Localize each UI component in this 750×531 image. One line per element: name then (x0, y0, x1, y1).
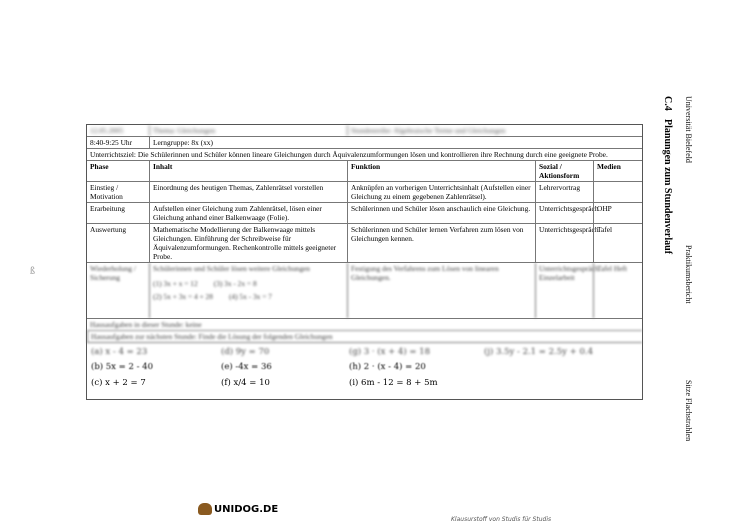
exercise: (2) 5x + 3x = 4 + 28 (153, 292, 213, 301)
homework-title: Hausaufgaben in dieser Stunde: keine (87, 319, 642, 331)
table-row (87, 224, 642, 263)
phase-cell: Wiederholung / Sicherung (90, 264, 136, 282)
side-link-other[interactable]: Sitze Flachstrahlen (684, 380, 693, 442)
function-cell: Schülerinnen und Schüler lernen Verfahren zum lösen von Gleichungen kennen. (347, 224, 535, 262)
media-cell: OHP (593, 203, 642, 223)
homework-exercises (87, 343, 642, 399)
section-title: Planungen zum Stundenverlauf (662, 119, 673, 255)
dog-icon (198, 503, 212, 515)
exercise: (h) 2 · (x - 4) = 20 (349, 362, 426, 372)
content-cell: Aufstellen einer Gleichung zum Zahlenrätsel, lösen einer Gleichung anhand einer Balkenwaage (Folie). (149, 203, 347, 223)
table-row (87, 182, 642, 203)
form-cell: Unterrichtsgespräch (535, 203, 593, 223)
col-media: Medien (593, 161, 642, 181)
series-cell: Stundenreihe: Algebraische Terme und Gleichungen (347, 125, 642, 136)
margin-mark: ß (30, 266, 35, 277)
col-content: Inhalt (149, 161, 347, 181)
homework-rows (87, 319, 642, 343)
phase-cell: Auswertung (90, 225, 127, 234)
exercise: (f) x/4 = 10 (221, 378, 270, 388)
exercise: (1) 3x + x = 12 (153, 279, 198, 288)
content-cell: Mathematische Modellierung der Balkenwaage mittels Gleichungen. Einführung der Schreibweise für Äquivalenzumformungen. Rechenkontrolle mittels geeigneter Probe. (149, 224, 347, 262)
media-cell: Tafel (593, 224, 642, 262)
exercise: (j) 3.5y - 2.1 = 2.5y + 0.4 (484, 347, 593, 357)
date-cell: 12.05.2005 (90, 126, 124, 135)
exercise: (a) x - 4 = 23 (91, 347, 148, 357)
logo-text: UNIDOG.DE (214, 504, 279, 515)
function-cell: Festigung des Verfahrens zum Lösen von linearen Gleichungen. (347, 263, 535, 318)
content-cell (149, 263, 347, 318)
form-cell: Unterrichtsgespräch Einzelarbeit (535, 263, 593, 318)
function-cell: Schülerinnen und Schüler lösen anschaulich eine Gleichung. (347, 203, 535, 223)
footer-text: Klausurstoff von Studis für Studis (451, 516, 552, 523)
function-cell: Anknüpfen an vorherigen Unterrichtsinhalt (Aufstellen einer Gleichung zu einem gegebenen Zahlenrätsel). (347, 182, 535, 202)
side-link-report[interactable]: Praktikumsbericht (684, 245, 693, 304)
form-cell: Lehrervortrag (535, 182, 593, 202)
group-cell: Lerngruppe: 8x (xx) (149, 137, 347, 148)
logo[interactable] (198, 503, 278, 515)
goal-cell: Unterrichtsziel: Die Schülerinnen und Schüler können lineare Gleichungen durch Äquivalenzumformungen lösen und kontrollieren ihre Rechnung durch eine geeignete Probe. (90, 150, 608, 159)
col-phase: Phase (90, 162, 109, 171)
col-form: Sozial / Aktionsform (535, 161, 593, 181)
exercise: (d) 9y = 70 (221, 347, 270, 357)
form-cell: Unterrichtsgespräch (535, 224, 593, 262)
exercise: (c) x + 2 = 7 (91, 378, 146, 388)
exercise-line (153, 279, 344, 288)
topic-cell: Thema: Gleichungen (149, 125, 347, 136)
phase-cell: Erarbeitung (90, 204, 125, 213)
side-link-university[interactable]: Universität Bielefeld (684, 96, 693, 163)
content-text: Schülerinnen und Schüler lösen weitere Gleichungen (153, 264, 311, 273)
page-title (662, 96, 673, 254)
time-cell: 8:40-9:25 Uhr (90, 138, 133, 147)
goal-row (87, 149, 642, 161)
exercise: (3) 3x - 2x = 8 (213, 279, 257, 288)
phase-cell: Einstieg / Motivation (90, 183, 123, 201)
media-cell (593, 182, 642, 202)
exercise: (i) 6m - 12 = 8 + 5m (349, 378, 438, 388)
table-row (87, 263, 642, 319)
content-cell: Einordnung des heutigen Themas, Zahlenrätsel vorstellen (149, 182, 347, 202)
lesson-plan-table (86, 124, 643, 400)
section-number: C.4 (662, 96, 673, 111)
column-header-row (87, 161, 642, 182)
exercise: (4) 5x - 3x = 7 (228, 292, 272, 301)
exercise-line (153, 292, 344, 301)
exercise: (e) -4x = 36 (221, 362, 272, 372)
table-row (87, 203, 642, 224)
media-cell: Tafel Heft (593, 263, 642, 318)
col-function: Funktion (347, 161, 535, 181)
exercise: (g) 3 · (x + 4) = 18 (349, 347, 430, 357)
homework-subtitle: Hausaufgaben zur nächsten Stunde: Finde die Lösung der folgenden Gleichungen (87, 331, 642, 342)
time-row (87, 137, 642, 149)
header-row-blurred (87, 125, 642, 137)
exercise: (b) 5x = 2 - 40 (91, 362, 154, 372)
